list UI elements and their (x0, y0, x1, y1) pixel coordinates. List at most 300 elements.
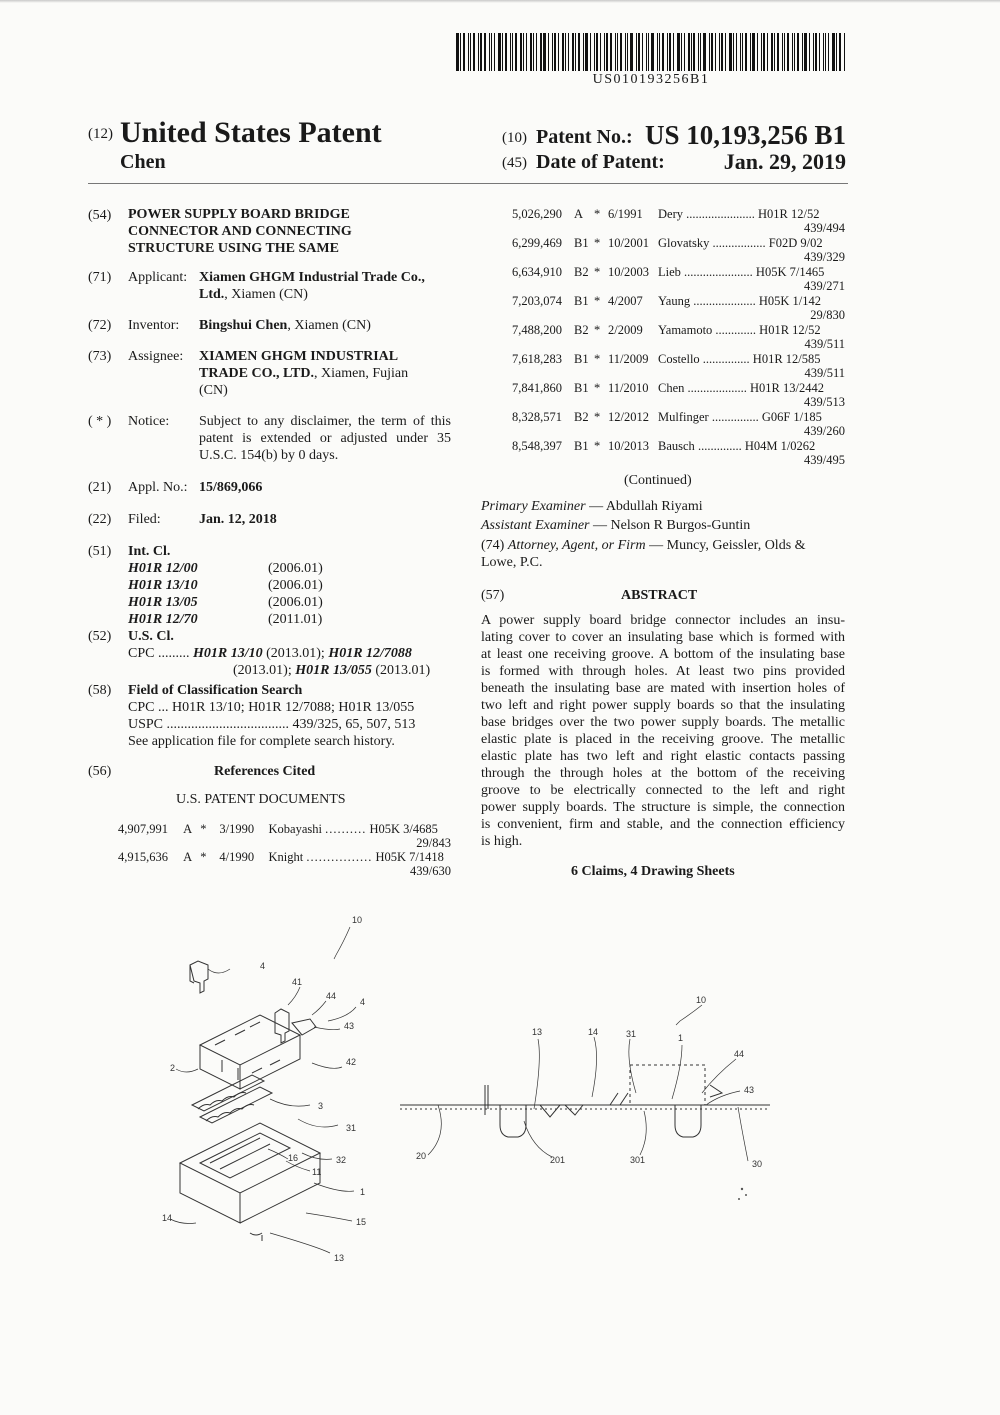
ref-kind: B2 (574, 410, 589, 424)
barcode-bar (505, 33, 507, 71)
ref-kind: B2 (574, 323, 589, 337)
inventor-code: (72) (88, 318, 112, 333)
ref-class: H05K 7/1418 (375, 850, 444, 864)
intcl-class: H01R 12/00 (128, 561, 198, 576)
reference-row (512, 439, 845, 467)
barcode-bar (782, 33, 783, 71)
ref-star: * (200, 822, 207, 836)
barcode-bar (804, 33, 807, 71)
ref-name: Dery (658, 207, 683, 221)
reference-row (512, 352, 845, 380)
barcode-bar (825, 33, 826, 71)
ref-subclass: 439/260 (804, 424, 845, 438)
barcode-bar (512, 33, 513, 71)
barcode-bar (673, 33, 674, 71)
inventor-line (199, 317, 371, 334)
barcode-bar (565, 33, 566, 71)
barcode-bar (777, 33, 780, 71)
ref-date: 10/2013 (608, 439, 649, 453)
reference-row (512, 323, 845, 351)
ref-leader: .......... (325, 822, 367, 836)
side-view-figure (390, 985, 790, 1215)
intcl-class: H01R 12/70 (128, 612, 198, 627)
ref-name: Costello (658, 352, 700, 366)
applicant-name: Xiamen GHGM Industrial Trade Co., (199, 270, 425, 285)
ref-leader: ................ (306, 850, 373, 864)
ref-star: * (200, 850, 207, 864)
barcode-bar (638, 33, 640, 71)
ref-number: 7,488,200 (512, 323, 562, 337)
barcode-bar (583, 33, 584, 71)
inventor-surname: Chen (120, 151, 166, 173)
cpc-version: (2013.01) (375, 663, 431, 678)
figure-reference-numeral: 10 (696, 995, 707, 1005)
barcode-bar (520, 33, 523, 71)
barcode-bar (596, 33, 598, 71)
barcode-bar (562, 33, 565, 71)
ref-kind: B1 (574, 236, 589, 250)
ref-star: * (594, 265, 601, 279)
figure-reference-numeral: 10 (352, 915, 363, 925)
ref-star: * (594, 381, 601, 395)
patent-number: US 10,193,256 B1 (644, 120, 846, 150)
barcode-bar (498, 33, 501, 71)
barcode-bar (530, 33, 532, 71)
barcode-bar (767, 33, 768, 71)
applicant-line-2 (199, 286, 308, 303)
intcl-class: H01R 13/10 (128, 578, 198, 593)
cpc-line-2 (233, 662, 430, 679)
barcode-bar (526, 33, 527, 71)
ref-subclass: 439/495 (804, 453, 845, 467)
figure-reference-numeral: 4 (260, 961, 266, 971)
primary-examiner-name: — Abdullah Riyami (589, 499, 703, 514)
barcode-bar (659, 33, 660, 71)
assignee-country: (CN) (199, 383, 228, 398)
abstract-line: at least one receiving groove. A bottom of the insulating base (481, 647, 845, 662)
applicant-label: Applicant: (128, 270, 188, 285)
barcode-bar (463, 33, 465, 71)
figure-reference-numeral: 14 (162, 1213, 173, 1223)
reference-row (512, 236, 845, 264)
uspc-leader: ................................... (166, 717, 290, 732)
barcode-bar (715, 33, 716, 71)
barcode-bar (729, 33, 732, 71)
primary-examiner (481, 498, 703, 515)
ref-date: 11/2009 (608, 352, 649, 366)
barcode-bar (844, 33, 845, 71)
barcode-bar (819, 33, 820, 71)
intcl-version: (2006.01) (268, 561, 323, 576)
barcode-bar (540, 33, 542, 71)
ref-subclass: 439/511 (804, 337, 845, 351)
barcode-bar (740, 33, 741, 71)
ref-class: H05K 7/1465 (755, 265, 825, 279)
figure-reference-numeral: 32 (336, 1155, 347, 1165)
ref-subclass: 439/329 (804, 250, 845, 264)
barcode-bar (813, 33, 814, 71)
barcode-bar (771, 33, 773, 71)
figure-reference-numeral: 13 (334, 1253, 345, 1263)
ref-class: F02D 9/02 (768, 236, 823, 250)
barcode-bar (543, 33, 546, 71)
reference-row (512, 381, 845, 409)
cpc-class: H01R 13/10 (192, 646, 263, 661)
barcode-bar (693, 33, 695, 71)
ref-date: 4/2007 (608, 294, 643, 308)
ref-name: Knight (268, 850, 304, 864)
ref-leader: ................. (709, 236, 769, 250)
invention-title (128, 206, 352, 257)
barcode-bar (615, 33, 616, 71)
ref-date: 11/2010 (608, 381, 649, 395)
filed-date: Jan. 12, 2018 (199, 512, 277, 527)
notice-text (199, 413, 451, 464)
figure-reference-numeral: 41 (292, 977, 303, 987)
appl-code: (21) (88, 480, 112, 495)
barcode-bar (470, 33, 471, 71)
field-code: (58) (88, 683, 112, 698)
barcode-bar (575, 33, 576, 71)
ref-kind: B1 (574, 439, 589, 453)
barcode-bar (533, 33, 534, 71)
figure-reference-numeral: 31 (346, 1123, 357, 1133)
date-of-patent-label: Date of Patent: (536, 151, 665, 173)
abstract-line: A power supply board bridge connector includes an insu- (481, 613, 845, 628)
barcode-bar (709, 33, 710, 71)
notice-label: Notice: (128, 414, 170, 429)
continued-note: (Continued) (624, 473, 692, 488)
barcode-bar (736, 33, 738, 71)
figure-reference-numeral: 4 (360, 997, 366, 1007)
ref-name: Kobayashi (268, 822, 322, 836)
ref-leader: .............. (694, 439, 745, 453)
ref-leader: ............... (699, 352, 753, 366)
barcode-bar (662, 33, 664, 71)
attorney-code: (74) (481, 538, 505, 553)
ref-main (512, 381, 845, 395)
reference-row (512, 265, 845, 293)
abstract-line: base bridges over the two power supply boards. The metallic (481, 715, 845, 730)
ref-kind: B1 (574, 352, 589, 366)
figure-reference-numeral: 1 (360, 1187, 366, 1197)
applicant-name-2: Ltd. (199, 287, 225, 302)
barcode-bar (642, 33, 643, 71)
assistant-examiner-label: Assistant Examiner (481, 518, 590, 533)
ref-main (512, 352, 845, 366)
title-code: (54) (88, 208, 112, 223)
barcode-bar (836, 33, 837, 71)
field-uspc (128, 716, 415, 733)
notice-line: patent is extended or adjusted under 35 (199, 431, 451, 446)
ref-star: * (594, 207, 601, 221)
barcode-bar (552, 33, 553, 71)
barcode-bar (478, 33, 479, 71)
barcode-bar (625, 33, 626, 71)
figure-reference-numeral: 3 (318, 1101, 324, 1111)
intcl-row (128, 594, 368, 611)
barcode-bar (627, 33, 628, 71)
attorney-label: Attorney, Agent, or Firm (507, 538, 646, 553)
barcode-bar (460, 33, 461, 71)
ref-name: Yaung (658, 294, 691, 308)
document-type: United States Patent (120, 116, 382, 149)
barcode-bar (669, 33, 671, 71)
ref-main (512, 294, 845, 308)
intcl-code: (51) (88, 544, 112, 559)
ref-left-2 (118, 850, 451, 878)
reference-row (512, 294, 845, 322)
header-divider (88, 183, 848, 184)
ref-number: 6,634,910 (512, 265, 562, 279)
abstract-line: elastic plate has two left and right elastic contacts passing (481, 749, 845, 764)
figure-reference-numeral: 16 (288, 1153, 299, 1163)
barcode-bar (536, 33, 537, 71)
code-12: (12) (88, 126, 113, 142)
scan-edge (0, 0, 1000, 3)
title-line: POWER SUPPLY BOARD BRIDGE (128, 207, 350, 222)
barcode-bar (523, 33, 524, 71)
figure-reference-numeral: 11 (312, 1167, 322, 1177)
barcode-bar (636, 33, 637, 71)
ref-name: Chen (658, 381, 685, 395)
figure-reference-numeral: 43 (744, 1085, 755, 1095)
barcode-bar (809, 33, 810, 71)
barcode-bar (667, 33, 668, 71)
barcode-bar (494, 33, 495, 71)
appl-number: 15/869,066 (199, 480, 263, 495)
barcode-bar (578, 33, 580, 71)
barcode-bar (784, 33, 785, 71)
barcode-bar (648, 33, 650, 71)
abstract-body (481, 612, 845, 850)
barcode-bar (794, 33, 795, 71)
barcode-bar (787, 33, 789, 71)
ref-class: H01R 12/52 (758, 207, 820, 221)
barcode-bar (839, 33, 841, 71)
filed-code: (22) (88, 512, 112, 527)
barcode-bar (757, 33, 758, 71)
barcode-bar (610, 33, 612, 71)
ref-subclass: 439/630 (410, 864, 451, 878)
abstract-line: groove to be electrically connected to the left and right (481, 783, 845, 798)
barcode-bar (491, 33, 492, 71)
intcl-version: (2006.01) (268, 578, 323, 593)
assignee-name-2: TRADE CO., LTD. (199, 366, 315, 381)
barcode-bar (630, 33, 633, 71)
uspc-label: USPC (128, 717, 164, 732)
ref-subclass: 439/513 (804, 395, 845, 409)
barcode-bar (489, 33, 490, 71)
cpc-version: (2013.01); (233, 663, 292, 678)
ref-main (512, 207, 845, 221)
barcode-bar (688, 33, 690, 71)
ref-class: H05K 1/142 (758, 294, 821, 308)
appl-label: Appl. No.: (128, 480, 188, 495)
abstract-line: power supply boards. The structure is simple, the connection (481, 800, 845, 815)
ref-number: 7,841,860 (512, 381, 562, 395)
ref-number: 7,618,283 (512, 352, 562, 366)
barcode-bar (456, 33, 459, 71)
attorney-name-2: Lowe, P.C. (481, 555, 543, 570)
title-line: STRUCTURE USING THE SAME (128, 241, 339, 256)
abstract-line: beneath the insulating base are mated with insertion holes of (481, 681, 845, 696)
barcode-bar (832, 33, 835, 71)
ref-subclass: 439/511 (804, 366, 845, 380)
assistant-examiner (481, 517, 750, 534)
field-see: See application file for complete search history. (128, 734, 395, 749)
ref-subclass: 439/494 (804, 221, 845, 235)
barcode-bar (761, 33, 762, 71)
assignee-label: Assignee: (128, 349, 184, 364)
barcode-bar (585, 33, 588, 71)
ref-main (512, 265, 845, 279)
barcode-bar (745, 33, 747, 71)
barcode-bar (510, 33, 511, 71)
barcode-bar (725, 33, 726, 71)
ref-main (118, 850, 451, 864)
ref-kind: B1 (574, 294, 589, 308)
ref-date: 4/1990 (219, 850, 255, 864)
date-of-patent: Jan. 29, 2019 (723, 149, 846, 174)
intcl-row (128, 611, 368, 628)
ref-class: H05K 3/4685 (369, 822, 438, 836)
ref-date: 10/2001 (608, 236, 649, 250)
ref-kind: B2 (574, 265, 589, 279)
ref-class: H01R 12/585 (752, 352, 821, 366)
ref-star: * (594, 294, 601, 308)
cpc-line-1 (128, 645, 450, 662)
ref-star: * (594, 410, 601, 424)
intcl-list (128, 560, 368, 628)
figure-reference-numeral: 301 (630, 1155, 646, 1165)
abstract-code: (57) (481, 588, 505, 603)
abstract-line: is formed with through holes. At least two pins provided (481, 664, 845, 679)
barcode-bar (484, 33, 486, 71)
primary-examiner-label: Primary Examiner (481, 499, 586, 514)
barcode-bar (606, 33, 609, 71)
ref-number: 8,328,571 (512, 410, 562, 424)
barcode-bar (700, 33, 701, 71)
assignee-location: , Xiamen, Fujian (314, 366, 409, 381)
barcode-bar (802, 33, 803, 71)
abstract-line: lating cover to cover an insulating base which is formed with (481, 630, 845, 645)
barcode-number: US010193256B1 (592, 72, 710, 87)
cpc-prefix: CPC ......... (128, 646, 190, 661)
ref-number: 6,299,469 (512, 236, 562, 250)
barcode-bar (711, 33, 713, 71)
intcl-label: Int. Cl. (128, 544, 171, 559)
ref-kind: A (574, 207, 584, 221)
barcode-bar (657, 33, 658, 71)
ref-class: H01R 12/52 (759, 323, 821, 337)
figure-reference-numeral: 31 (626, 1029, 637, 1039)
ref-subclass: 29/843 (416, 836, 451, 850)
notice-code: ( * ) (88, 414, 112, 429)
figure-reference-numeral: 201 (550, 1155, 566, 1165)
barcode-bar (568, 33, 569, 71)
ref-name: Mulfinger (658, 410, 709, 424)
barcode-bar (698, 33, 699, 71)
cpc-class: H01R 13/055 (295, 663, 372, 678)
ref-main (512, 323, 845, 337)
figure-reference-numeral: 44 (734, 1049, 745, 1059)
attorney (481, 537, 806, 554)
ref-main (512, 236, 845, 250)
ref-class: H04M 1/0262 (744, 439, 816, 453)
barcode-bar (594, 33, 595, 71)
intcl-class: H01R 13/05 (128, 595, 198, 610)
ref-name: Bausch (658, 439, 695, 453)
ref-date: 10/2003 (608, 265, 649, 279)
barcode-bar (681, 33, 682, 71)
applicant-location: , Xiamen (CN) (224, 287, 308, 302)
figure-reference-numeral: 20 (416, 1151, 427, 1161)
ref-date: 2/2009 (608, 323, 643, 337)
ref-date: 6/1991 (608, 207, 643, 221)
ref-left-1 (118, 822, 451, 850)
ref-leader: ................... (684, 381, 751, 395)
barcode-bar (742, 33, 743, 71)
uscl-label: U.S. Cl. (128, 629, 174, 644)
ref-number: 8,548,397 (512, 439, 562, 453)
ref-name: Lieb (658, 265, 681, 279)
barcode-bar (763, 33, 765, 71)
patent-number-label: Patent No.: (536, 126, 633, 148)
exploded-view-figure (140, 905, 380, 1265)
figure-reference-numeral: 13 (532, 1027, 543, 1037)
ref-star: * (594, 323, 601, 337)
figure-reference-numeral: 15 (356, 1217, 367, 1227)
uscl-code: (52) (88, 629, 112, 644)
ref-star: * (594, 236, 601, 250)
barcode-bar (792, 33, 793, 71)
ref-leader: ............. (712, 323, 760, 337)
barcode-bar (620, 33, 622, 71)
barcode-bar (651, 33, 654, 71)
barcode-bar (823, 33, 825, 71)
intcl-row (128, 560, 368, 577)
abstract-line: through the through holes at the bottom of the receiving (481, 766, 845, 781)
ref-main (512, 439, 845, 453)
field-label: Field of Classification Search (128, 683, 303, 698)
barcode-bar (502, 33, 503, 71)
barcode-bar (684, 33, 685, 71)
barcode-bar (473, 33, 476, 71)
filed-label: Filed: (128, 512, 161, 527)
figure-reference-numeral: 1 (678, 1033, 684, 1043)
code-45: (45) (502, 155, 527, 171)
barcode-bar (554, 33, 556, 71)
intcl-row (128, 577, 368, 594)
barcode-bar (677, 33, 680, 71)
ref-class: G06F 1/185 (761, 410, 822, 424)
ref-leader: ............... (708, 410, 762, 424)
inventor-name: Bingshui Chen (199, 318, 288, 333)
figure-reference-numeral: 43 (344, 1021, 355, 1031)
ref-star: * (594, 439, 601, 453)
barcode-bar (480, 33, 482, 71)
code-10: (10) (502, 130, 527, 146)
barcode-bar (721, 33, 723, 71)
ref-leader: ...................... (680, 265, 756, 279)
figure-reference-numeral: 44 (326, 991, 337, 1001)
abstract-line: two left and right power supply boards so that the insulating (481, 698, 845, 713)
inventor-label: Inventor: (128, 318, 180, 333)
barcode-bar (548, 33, 549, 71)
ref-number: 5,026,290 (512, 207, 562, 221)
cpc-version: (2013.01); (266, 646, 325, 661)
